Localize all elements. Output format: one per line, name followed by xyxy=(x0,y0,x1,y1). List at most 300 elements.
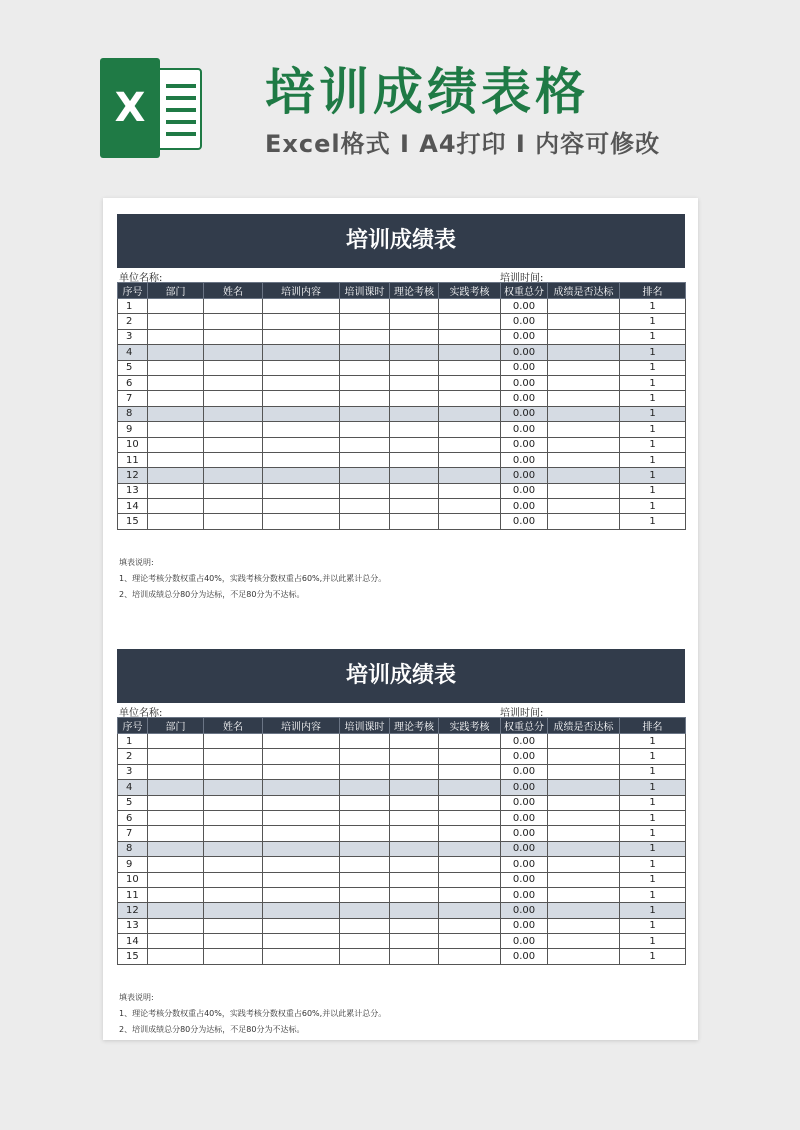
table-cell[interactable] xyxy=(390,918,439,933)
weighted-score-cell[interactable]: 0.00 xyxy=(501,314,548,329)
table-cell[interactable] xyxy=(390,780,439,795)
table-cell[interactable] xyxy=(204,795,263,810)
table-cell[interactable] xyxy=(548,406,620,421)
table-cell[interactable] xyxy=(340,764,390,779)
rank-cell[interactable]: 1 xyxy=(620,360,686,375)
row-number-cell[interactable]: 1 xyxy=(118,299,148,314)
table-cell[interactable] xyxy=(548,360,620,375)
weighted-score-cell[interactable]: 0.00 xyxy=(501,345,548,360)
table-cell[interactable] xyxy=(148,764,204,779)
row-number-cell[interactable]: 12 xyxy=(118,903,148,918)
table-cell[interactable] xyxy=(439,795,501,810)
table-cell[interactable] xyxy=(204,406,263,421)
table-cell[interactable] xyxy=(390,345,439,360)
row-number-cell[interactable]: 11 xyxy=(118,887,148,902)
table-cell[interactable] xyxy=(439,452,501,467)
weighted-score-cell[interactable]: 0.00 xyxy=(501,468,548,483)
table-cell[interactable] xyxy=(340,749,390,764)
weighted-score-cell[interactable]: 0.00 xyxy=(501,734,548,749)
table-cell[interactable] xyxy=(148,452,204,467)
weighted-score-cell[interactable]: 0.00 xyxy=(501,422,548,437)
table-cell[interactable] xyxy=(439,857,501,872)
rank-cell[interactable]: 1 xyxy=(620,345,686,360)
table-cell[interactable] xyxy=(340,314,390,329)
row-number-cell[interactable]: 14 xyxy=(118,934,148,949)
table-cell[interactable] xyxy=(439,903,501,918)
table-cell[interactable] xyxy=(340,345,390,360)
table-cell[interactable] xyxy=(390,764,439,779)
table-cell[interactable] xyxy=(263,934,340,949)
table-cell[interactable] xyxy=(439,468,501,483)
table-cell[interactable] xyxy=(263,918,340,933)
rank-cell[interactable]: 1 xyxy=(620,299,686,314)
table-cell[interactable] xyxy=(204,468,263,483)
rank-cell[interactable]: 1 xyxy=(620,780,686,795)
rank-cell[interactable]: 1 xyxy=(620,934,686,949)
table-cell[interactable] xyxy=(204,360,263,375)
table-cell[interactable] xyxy=(148,934,204,949)
rank-cell[interactable]: 1 xyxy=(620,468,686,483)
table-cell[interactable] xyxy=(390,734,439,749)
table-cell[interactable] xyxy=(439,406,501,421)
row-number-cell[interactable]: 8 xyxy=(118,406,148,421)
table-cell[interactable] xyxy=(263,360,340,375)
row-number-cell[interactable]: 2 xyxy=(118,314,148,329)
table-cell[interactable] xyxy=(439,499,501,514)
table-cell[interactable] xyxy=(548,468,620,483)
weighted-score-cell[interactable]: 0.00 xyxy=(501,391,548,406)
weighted-score-cell[interactable]: 0.00 xyxy=(501,780,548,795)
table-cell[interactable] xyxy=(390,872,439,887)
weighted-score-cell[interactable]: 0.00 xyxy=(501,949,548,964)
table-cell[interactable] xyxy=(263,841,340,856)
weighted-score-cell[interactable]: 0.00 xyxy=(501,826,548,841)
table-cell[interactable] xyxy=(548,329,620,344)
table-cell[interactable] xyxy=(390,887,439,902)
table-cell[interactable] xyxy=(148,329,204,344)
weighted-score-cell[interactable]: 0.00 xyxy=(501,795,548,810)
table-cell[interactable] xyxy=(263,422,340,437)
weighted-score-cell[interactable]: 0.00 xyxy=(501,360,548,375)
rank-cell[interactable]: 1 xyxy=(620,872,686,887)
table-cell[interactable] xyxy=(439,810,501,825)
table-cell[interactable] xyxy=(439,360,501,375)
table-cell[interactable] xyxy=(148,841,204,856)
rank-cell[interactable]: 1 xyxy=(620,841,686,856)
table-cell[interactable] xyxy=(204,514,263,529)
table-cell[interactable] xyxy=(390,360,439,375)
row-number-cell[interactable]: 11 xyxy=(118,452,148,467)
weighted-score-cell[interactable]: 0.00 xyxy=(501,437,548,452)
rank-cell[interactable]: 1 xyxy=(620,406,686,421)
table-cell[interactable] xyxy=(340,826,390,841)
weighted-score-cell[interactable]: 0.00 xyxy=(501,887,548,902)
table-cell[interactable] xyxy=(390,826,439,841)
rank-cell[interactable]: 1 xyxy=(620,329,686,344)
table-cell[interactable] xyxy=(263,391,340,406)
rank-cell[interactable]: 1 xyxy=(620,903,686,918)
table-cell[interactable] xyxy=(204,375,263,390)
table-cell[interactable] xyxy=(263,857,340,872)
row-number-cell[interactable]: 10 xyxy=(118,872,148,887)
row-number-cell[interactable]: 7 xyxy=(118,826,148,841)
table-cell[interactable] xyxy=(204,826,263,841)
weighted-score-cell[interactable]: 0.00 xyxy=(501,514,548,529)
row-number-cell[interactable]: 4 xyxy=(118,780,148,795)
table-cell[interactable] xyxy=(548,780,620,795)
table-cell[interactable] xyxy=(148,360,204,375)
table-cell[interactable] xyxy=(548,903,620,918)
table-cell[interactable] xyxy=(439,764,501,779)
table-cell[interactable] xyxy=(148,918,204,933)
weighted-score-cell[interactable]: 0.00 xyxy=(501,918,548,933)
table-cell[interactable] xyxy=(390,314,439,329)
rank-cell[interactable]: 1 xyxy=(620,391,686,406)
table-cell[interactable] xyxy=(340,949,390,964)
row-number-cell[interactable]: 1 xyxy=(118,734,148,749)
table-cell[interactable] xyxy=(390,329,439,344)
table-cell[interactable] xyxy=(390,299,439,314)
rank-cell[interactable]: 1 xyxy=(620,795,686,810)
table-cell[interactable] xyxy=(439,949,501,964)
table-cell[interactable] xyxy=(340,329,390,344)
table-cell[interactable] xyxy=(439,887,501,902)
table-cell[interactable] xyxy=(548,949,620,964)
table-cell[interactable] xyxy=(340,360,390,375)
table-cell[interactable] xyxy=(204,422,263,437)
table-cell[interactable] xyxy=(548,514,620,529)
table-cell[interactable] xyxy=(548,422,620,437)
row-number-cell[interactable]: 15 xyxy=(118,949,148,964)
row-number-cell[interactable]: 5 xyxy=(118,795,148,810)
table-cell[interactable] xyxy=(148,499,204,514)
table-cell[interactable] xyxy=(204,452,263,467)
row-number-cell[interactable]: 2 xyxy=(118,749,148,764)
table-cell[interactable] xyxy=(204,780,263,795)
table-cell[interactable] xyxy=(439,841,501,856)
rank-cell[interactable]: 1 xyxy=(620,452,686,467)
table-cell[interactable] xyxy=(263,780,340,795)
table-cell[interactable] xyxy=(548,841,620,856)
row-number-cell[interactable]: 4 xyxy=(118,345,148,360)
table-cell[interactable] xyxy=(340,452,390,467)
weighted-score-cell[interactable]: 0.00 xyxy=(501,483,548,498)
row-number-cell[interactable]: 12 xyxy=(118,468,148,483)
table-cell[interactable] xyxy=(204,483,263,498)
table-cell[interactable] xyxy=(263,468,340,483)
table-cell[interactable] xyxy=(148,345,204,360)
table-cell[interactable] xyxy=(263,764,340,779)
rank-cell[interactable]: 1 xyxy=(620,437,686,452)
row-number-cell[interactable]: 5 xyxy=(118,360,148,375)
table-cell[interactable] xyxy=(390,391,439,406)
table-cell[interactable] xyxy=(439,422,501,437)
table-cell[interactable] xyxy=(204,345,263,360)
table-cell[interactable] xyxy=(439,437,501,452)
table-cell[interactable] xyxy=(390,795,439,810)
table-cell[interactable] xyxy=(204,299,263,314)
table-cell[interactable] xyxy=(263,452,340,467)
row-number-cell[interactable]: 14 xyxy=(118,499,148,514)
table-cell[interactable] xyxy=(390,810,439,825)
table-cell[interactable] xyxy=(340,780,390,795)
table-cell[interactable] xyxy=(548,437,620,452)
table-cell[interactable] xyxy=(263,329,340,344)
rank-cell[interactable]: 1 xyxy=(620,887,686,902)
table-cell[interactable] xyxy=(148,780,204,795)
table-cell[interactable] xyxy=(148,483,204,498)
table-cell[interactable] xyxy=(390,499,439,514)
table-cell[interactable] xyxy=(548,764,620,779)
table-cell[interactable] xyxy=(148,903,204,918)
table-cell[interactable] xyxy=(204,918,263,933)
table-cell[interactable] xyxy=(148,314,204,329)
table-cell[interactable] xyxy=(204,329,263,344)
table-cell[interactable] xyxy=(390,903,439,918)
rank-cell[interactable]: 1 xyxy=(620,483,686,498)
table-cell[interactable] xyxy=(204,391,263,406)
table-cell[interactable] xyxy=(390,857,439,872)
table-cell[interactable] xyxy=(340,514,390,529)
table-cell[interactable] xyxy=(148,826,204,841)
table-cell[interactable] xyxy=(204,749,263,764)
table-cell[interactable] xyxy=(390,375,439,390)
table-cell[interactable] xyxy=(148,514,204,529)
table-cell[interactable] xyxy=(439,329,501,344)
weighted-score-cell[interactable]: 0.00 xyxy=(501,406,548,421)
table-cell[interactable] xyxy=(439,749,501,764)
table-cell[interactable] xyxy=(148,406,204,421)
rank-cell[interactable]: 1 xyxy=(620,749,686,764)
table-cell[interactable] xyxy=(340,375,390,390)
table-cell[interactable] xyxy=(340,468,390,483)
table-cell[interactable] xyxy=(340,391,390,406)
weighted-score-cell[interactable]: 0.00 xyxy=(501,329,548,344)
table-cell[interactable] xyxy=(340,422,390,437)
rank-cell[interactable]: 1 xyxy=(620,734,686,749)
table-cell[interactable] xyxy=(439,826,501,841)
table-cell[interactable] xyxy=(439,299,501,314)
weighted-score-cell[interactable]: 0.00 xyxy=(501,452,548,467)
table-cell[interactable] xyxy=(204,734,263,749)
table-cell[interactable] xyxy=(204,841,263,856)
table-cell[interactable] xyxy=(390,406,439,421)
table-cell[interactable] xyxy=(548,872,620,887)
row-number-cell[interactable]: 6 xyxy=(118,375,148,390)
weighted-score-cell[interactable]: 0.00 xyxy=(501,903,548,918)
table-cell[interactable] xyxy=(263,872,340,887)
table-cell[interactable] xyxy=(263,483,340,498)
rank-cell[interactable]: 1 xyxy=(620,810,686,825)
table-cell[interactable] xyxy=(439,391,501,406)
table-cell[interactable] xyxy=(548,391,620,406)
table-cell[interactable] xyxy=(204,903,263,918)
table-cell[interactable] xyxy=(390,452,439,467)
table-cell[interactable] xyxy=(340,841,390,856)
table-cell[interactable] xyxy=(548,314,620,329)
table-cell[interactable] xyxy=(340,734,390,749)
table-cell[interactable] xyxy=(148,887,204,902)
weighted-score-cell[interactable]: 0.00 xyxy=(501,872,548,887)
table-cell[interactable] xyxy=(390,949,439,964)
table-cell[interactable] xyxy=(148,468,204,483)
row-number-cell[interactable]: 15 xyxy=(118,514,148,529)
table-cell[interactable] xyxy=(340,499,390,514)
table-cell[interactable] xyxy=(204,764,263,779)
table-cell[interactable] xyxy=(263,749,340,764)
table-cell[interactable] xyxy=(390,422,439,437)
table-cell[interactable] xyxy=(263,514,340,529)
table-cell[interactable] xyxy=(548,826,620,841)
row-number-cell[interactable]: 13 xyxy=(118,918,148,933)
table-cell[interactable] xyxy=(148,949,204,964)
table-cell[interactable] xyxy=(390,437,439,452)
table-cell[interactable] xyxy=(263,437,340,452)
table-cell[interactable] xyxy=(439,483,501,498)
row-number-cell[interactable]: 7 xyxy=(118,391,148,406)
table-cell[interactable] xyxy=(340,872,390,887)
table-cell[interactable] xyxy=(340,887,390,902)
table-cell[interactable] xyxy=(390,841,439,856)
weighted-score-cell[interactable]: 0.00 xyxy=(501,934,548,949)
table-cell[interactable] xyxy=(204,934,263,949)
row-number-cell[interactable]: 13 xyxy=(118,483,148,498)
table-cell[interactable] xyxy=(548,375,620,390)
table-cell[interactable] xyxy=(148,422,204,437)
table-cell[interactable] xyxy=(148,795,204,810)
row-number-cell[interactable]: 8 xyxy=(118,841,148,856)
table-cell[interactable] xyxy=(263,826,340,841)
table-cell[interactable] xyxy=(204,499,263,514)
weighted-score-cell[interactable]: 0.00 xyxy=(501,857,548,872)
table-cell[interactable] xyxy=(390,483,439,498)
table-cell[interactable] xyxy=(548,749,620,764)
table-cell[interactable] xyxy=(263,887,340,902)
weighted-score-cell[interactable]: 0.00 xyxy=(501,749,548,764)
table-cell[interactable] xyxy=(340,934,390,949)
table-cell[interactable] xyxy=(340,299,390,314)
table-cell[interactable] xyxy=(263,949,340,964)
table-cell[interactable] xyxy=(148,857,204,872)
table-cell[interactable] xyxy=(548,934,620,949)
table-cell[interactable] xyxy=(439,375,501,390)
table-cell[interactable] xyxy=(439,872,501,887)
table-cell[interactable] xyxy=(439,780,501,795)
table-cell[interactable] xyxy=(340,810,390,825)
table-cell[interactable] xyxy=(390,749,439,764)
rank-cell[interactable]: 1 xyxy=(620,918,686,933)
table-cell[interactable] xyxy=(148,749,204,764)
table-cell[interactable] xyxy=(548,918,620,933)
table-cell[interactable] xyxy=(548,299,620,314)
table-cell[interactable] xyxy=(148,391,204,406)
weighted-score-cell[interactable]: 0.00 xyxy=(501,375,548,390)
rank-cell[interactable]: 1 xyxy=(620,764,686,779)
row-number-cell[interactable]: 3 xyxy=(118,329,148,344)
table-cell[interactable] xyxy=(263,299,340,314)
weighted-score-cell[interactable]: 0.00 xyxy=(501,299,548,314)
table-cell[interactable] xyxy=(548,499,620,514)
rank-cell[interactable]: 1 xyxy=(620,826,686,841)
rank-cell[interactable]: 1 xyxy=(620,949,686,964)
table-cell[interactable] xyxy=(263,314,340,329)
row-number-cell[interactable]: 6 xyxy=(118,810,148,825)
table-cell[interactable] xyxy=(439,918,501,933)
table-cell[interactable] xyxy=(148,299,204,314)
rank-cell[interactable]: 1 xyxy=(620,514,686,529)
table-cell[interactable] xyxy=(340,857,390,872)
table-cell[interactable] xyxy=(263,734,340,749)
table-cell[interactable] xyxy=(204,314,263,329)
table-cell[interactable] xyxy=(263,345,340,360)
weighted-score-cell[interactable]: 0.00 xyxy=(501,810,548,825)
table-cell[interactable] xyxy=(204,857,263,872)
table-cell[interactable] xyxy=(548,795,620,810)
table-cell[interactable] xyxy=(548,452,620,467)
table-cell[interactable] xyxy=(204,949,263,964)
row-number-cell[interactable]: 3 xyxy=(118,764,148,779)
table-cell[interactable] xyxy=(204,437,263,452)
table-cell[interactable] xyxy=(263,499,340,514)
row-number-cell[interactable]: 10 xyxy=(118,437,148,452)
table-cell[interactable] xyxy=(204,887,263,902)
table-cell[interactable] xyxy=(390,514,439,529)
table-cell[interactable] xyxy=(148,375,204,390)
rank-cell[interactable]: 1 xyxy=(620,499,686,514)
table-cell[interactable] xyxy=(548,483,620,498)
table-cell[interactable] xyxy=(390,468,439,483)
table-cell[interactable] xyxy=(548,734,620,749)
rank-cell[interactable]: 1 xyxy=(620,375,686,390)
table-cell[interactable] xyxy=(548,345,620,360)
table-cell[interactable] xyxy=(340,918,390,933)
table-cell[interactable] xyxy=(204,810,263,825)
row-number-cell[interactable]: 9 xyxy=(118,422,148,437)
weighted-score-cell[interactable]: 0.00 xyxy=(501,499,548,514)
table-cell[interactable] xyxy=(148,872,204,887)
weighted-score-cell[interactable]: 0.00 xyxy=(501,841,548,856)
table-cell[interactable] xyxy=(263,375,340,390)
table-cell[interactable] xyxy=(340,483,390,498)
table-cell[interactable] xyxy=(548,887,620,902)
table-cell[interactable] xyxy=(148,437,204,452)
rank-cell[interactable]: 1 xyxy=(620,857,686,872)
table-cell[interactable] xyxy=(439,345,501,360)
rank-cell[interactable]: 1 xyxy=(620,422,686,437)
table-cell[interactable] xyxy=(340,437,390,452)
table-cell[interactable] xyxy=(439,514,501,529)
rank-cell[interactable]: 1 xyxy=(620,314,686,329)
table-cell[interactable] xyxy=(263,810,340,825)
table-cell[interactable] xyxy=(340,903,390,918)
table-cell[interactable] xyxy=(340,406,390,421)
table-cell[interactable] xyxy=(263,795,340,810)
table-cell[interactable] xyxy=(204,872,263,887)
table-cell[interactable] xyxy=(340,795,390,810)
row-number-cell[interactable]: 9 xyxy=(118,857,148,872)
table-cell[interactable] xyxy=(148,810,204,825)
weighted-score-cell[interactable]: 0.00 xyxy=(501,764,548,779)
table-cell[interactable] xyxy=(439,314,501,329)
table-cell[interactable] xyxy=(548,857,620,872)
table-cell[interactable] xyxy=(439,734,501,749)
table-cell[interactable] xyxy=(439,934,501,949)
table-cell[interactable] xyxy=(263,406,340,421)
table-cell[interactable] xyxy=(548,810,620,825)
table-cell[interactable] xyxy=(390,934,439,949)
table-cell[interactable] xyxy=(148,734,204,749)
table-cell[interactable] xyxy=(263,903,340,918)
